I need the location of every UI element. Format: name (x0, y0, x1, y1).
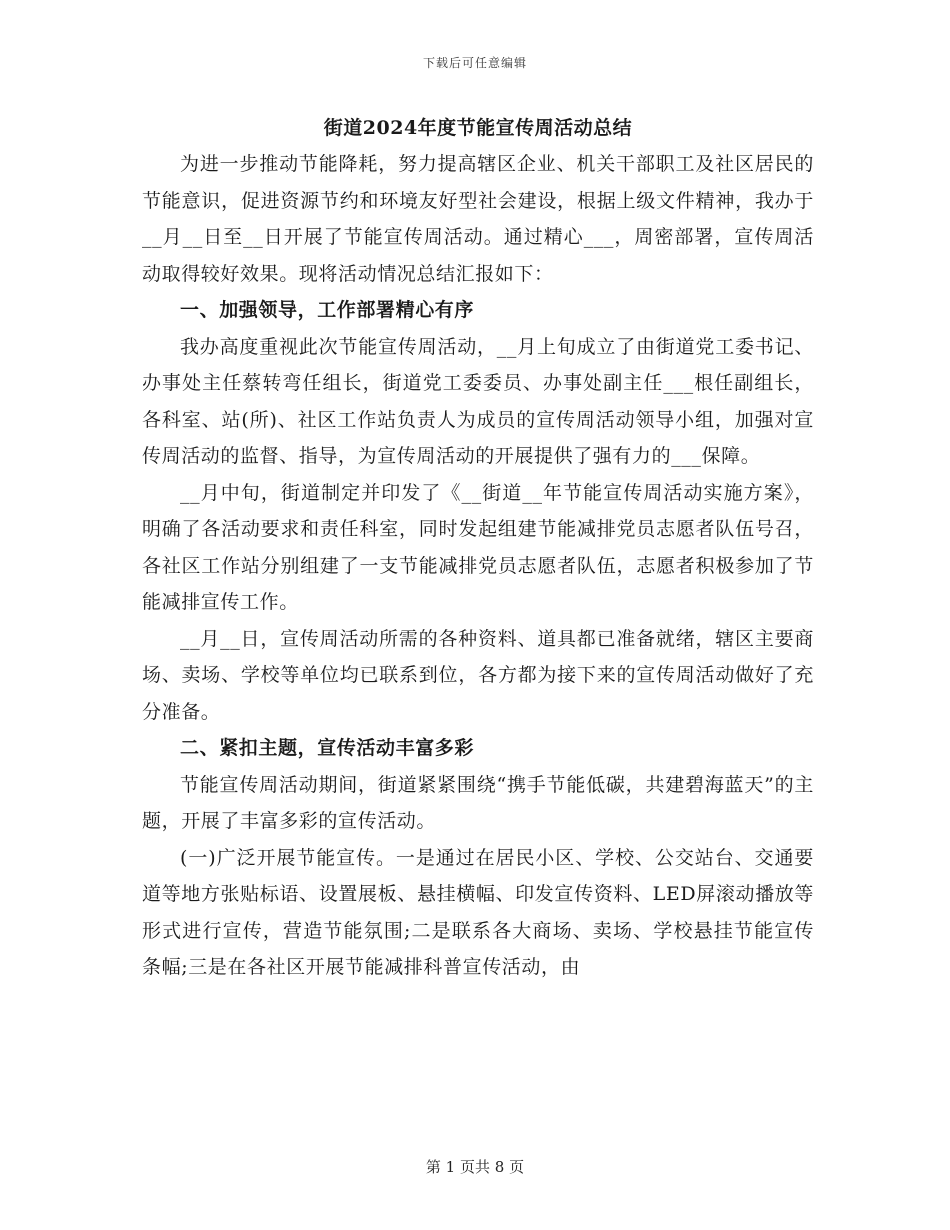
section-heading-2: 二、紧扣主题，宣传活动丰富多彩 (180, 737, 475, 759)
page-footer-number: 第 1 页共 8 页 (425, 1158, 525, 1176)
document-body (142, 110, 814, 986)
page-header-note: 下载后可任意编辑 (422, 56, 527, 70)
paragraph-intro: 为进一步推动节能降耗，努力提高辖区企业、机关干部职工及社区居民的节能意识，促进资源节约和环境友好型社会建设，根据上级文件精神，我办于__月__日至__日开展了节能宣传周活动。通过精心___，周密部署，宣传周活动取得较好效果。现将活动情况总结汇报如下： (142, 153, 814, 285)
paragraph-preparation: __月__日，宣传周活动所需的各种资料、道具都已准备就绪，辖区主要商场、卖场、学校等单位均已联系到位，各方都为接下来的宣传周活动做好了充分准备。 (142, 627, 814, 723)
document-title: 街道2024年度节能宣传周活动总结 (323, 117, 633, 139)
section-heading-1: 一、加强领导，工作部署精心有序 (180, 299, 475, 321)
paragraph-theme: 节能宣传周活动期间，街道紧紧围绕“携手节能低碳，共建碧海蓝天”的主题，开展了丰富多彩的宣传活动。 (142, 773, 814, 832)
paragraph-promotion: (一)广泛开展节能宣传。一是通过在居民小区、学校、公交站台、交通要道等地方张贴标语、设置展板、悬挂横幅、印发宣传资料、LED屏滚动播放等形式进行宣传，营造节能氛围;二是联系各大商场、卖场、学校悬挂节能宣传条幅;三是在各社区开展节能减排科普宣传活动，由 (142, 846, 814, 978)
paragraph-leadership: 我办高度重视此次节能宣传周活动，__月上旬成立了由街道党工委书记、办事处主任蔡转弯任组长，街道党工委委员、办事处副主任___根任副组长，各科室、站(所)、社区工作站负责人为成员的宣传周活动领导小组，加强对宣传周活动的监督、指导，为宣传周活动的开展提供了强有力的___保障。 (142, 335, 814, 467)
paragraph-plan: __月中旬，街道制定并印发了《__街道__年节能宣传周活动实施方案》，明确了各活动要求和责任科室，同时发起组建节能减排党员志愿者队伍号召，各社区工作站分别组建了一支节能减排党员志愿者队伍，志愿者积极参加了节能减排宣传工作。 (142, 481, 814, 613)
